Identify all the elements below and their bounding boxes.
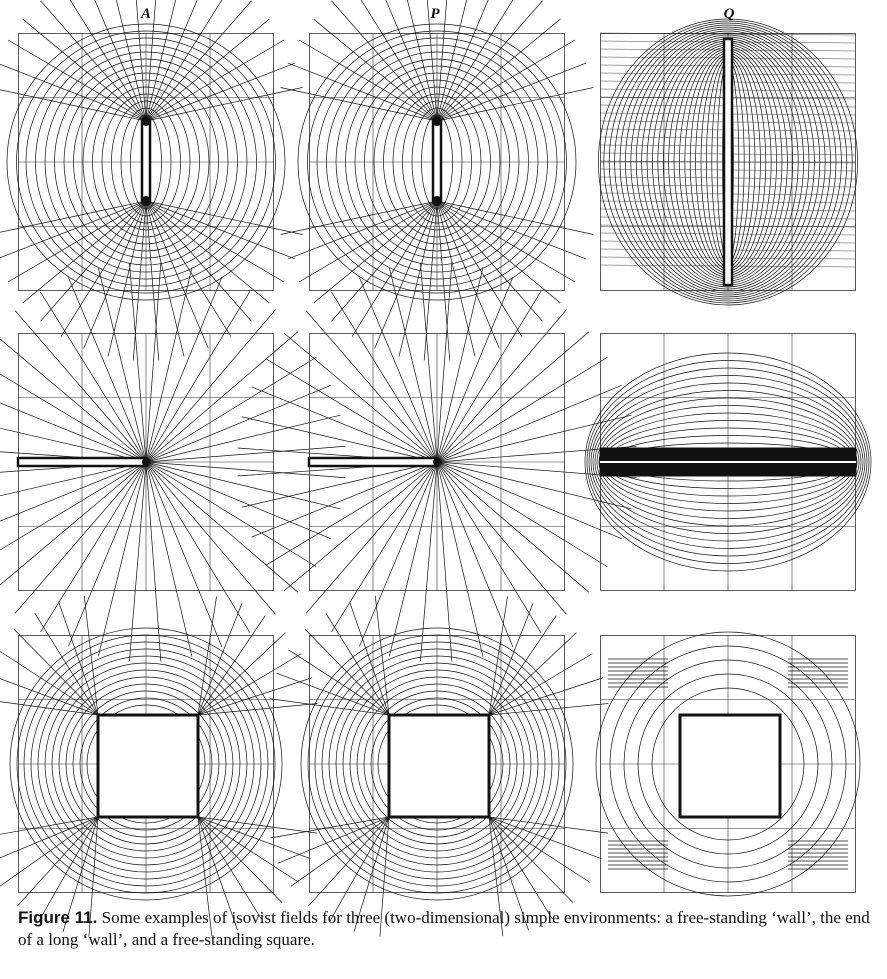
isovist-panel-square-q bbox=[600, 635, 856, 893]
isovist-panel-wall-q bbox=[600, 33, 856, 291]
wall-obstacle bbox=[432, 116, 442, 206]
isovist-panel-square-p bbox=[309, 635, 565, 893]
caption-label: Figure 11. bbox=[18, 908, 98, 927]
wall-obstacle bbox=[141, 116, 151, 206]
column-header-p: P bbox=[430, 6, 440, 22]
isovist-panel-wall-a bbox=[18, 33, 274, 291]
caption-text: Some examples of isovist fields for three (two-dimensional) simple environments: a free-standing ‘wall’, the end of a long ‘wall’, and a free-standing square. bbox=[18, 908, 870, 949]
column-header-a: A bbox=[140, 6, 151, 22]
isovist-panel-long-wall-q bbox=[600, 333, 856, 591]
isovist-panel-square-a bbox=[18, 635, 274, 893]
column-header-q: Q bbox=[723, 6, 735, 22]
isovist-panel-wall-p bbox=[309, 33, 565, 291]
long-wall-obstacle bbox=[600, 448, 856, 476]
long-wall-obstacle bbox=[18, 458, 150, 466]
square-obstacle bbox=[98, 715, 198, 817]
isovist-panel-long-wall-p bbox=[309, 333, 565, 591]
square-obstacle bbox=[389, 715, 489, 817]
wall-obstacle bbox=[724, 39, 732, 285]
isovist-panel-long-wall-a bbox=[18, 333, 274, 591]
square-obstacle bbox=[680, 715, 780, 817]
figure-caption bbox=[18, 907, 878, 951]
long-wall-obstacle bbox=[309, 458, 441, 466]
